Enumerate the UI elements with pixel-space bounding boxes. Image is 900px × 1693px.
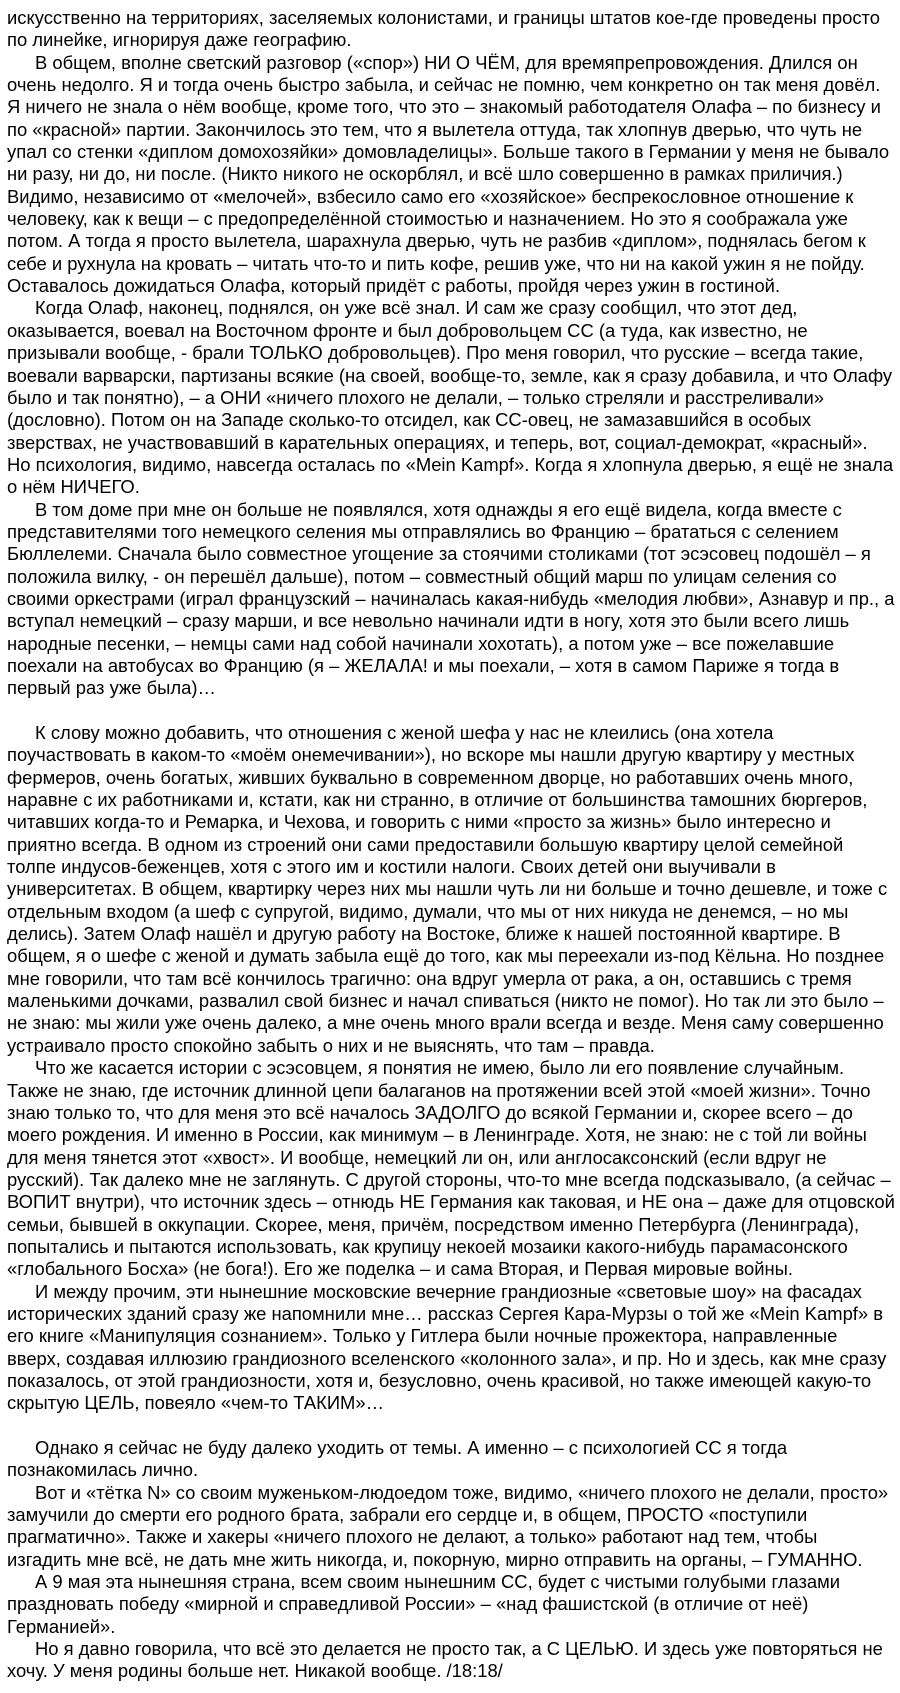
paragraph-continuation: искусственно на территориях, заселяемых колонистами, и границы штатов кое-где проведены просто по линейке, игнорируя даже географию. [7,7,880,51]
paragraph: Когда Олаф, наконец, поднялся, он уже всё знал. И сам же сразу сообщил, что этот дед, оказывается, воевал на Восточном фронте и был добровольцем СС (а туда, как известно, не призывали вообще, - брали ТОЛЬКО добровольцев). Про меня говорил, что русские – всегда такие, воевали варварски, партизаны всякие (на своей, вообще-то, земле, как я сразу добавила, и что Олафу было и так понятно), – а ОНИ «ничего плохого не делали, – только стреляли и расстреливали» (дословно). Потом он на Западе сколько-то отсидел, как СС-овец, не замазавшийся в особых зверствах, не участвовавший в карательных операциях, и теперь, вот, социал-демократ, «красный». Но психология, видимо, навсегда осталась по «Mein Kampf». Когда я хлопнула дверью, я ещё не знала о нём НИЧЕГО. [7,297,894,498]
paragraph: Что же касается истории с эсэсовцем, я понятия не имею, было ли его появление случайным. Также не знаю, где источник длинной цепи балаганов на протяжении всей этой «моей жизни». Точно знаю только то, что для меня это всё началось ЗАДОЛГО до всякой Германии и, скорее всего – до моего рождения. И именно в России, как минимум – в Ленинграде. Хотя, не знаю: не с той ли войны для меня тянется этот «хвост». И вообще, немецкий ли он, или англосаксонский (если вдруг не русский). Так далеко мне не заглянуть. С другой стороны, что-то мне всегда подсказывало, (а сейчас – ВОПИТ внутри), что источник здесь – отнюдь НЕ Германия как таковая, и НЕ она – даже для отцовской семьи, бывшей в оккупации. Скорее, меня, причём, посредством именно Петербурга (Ленинграда), попытались и пытаются использовать, как крупицу некоей мозаики какого-нибудь парамасонского «глобального Босха» (не бога!). Его же поделка – и сама Вторая, и Первая мировые войны. [7,1057,895,1280]
paragraph: Однако я сейчас не буду далеко уходить от темы. А именно – с психологией СС я тогда познакомилась лично. [7,1437,788,1481]
paragraph: В общем, вполне светский разговор («спор») НИ О ЧЁМ, для времяпрепровождения. Длился он очень недолго. Я и тогда очень быстро забыла, и сейчас не помню, чем конкретно он так меня довёл. Я ничего не знала о нём вообще, кроме того, что это – знакомый работодателя Олафа – по бизнесу и по «красной» партии. Закончилось это тем, что я вылетела оттуда, так хлопнув дверью, что чуть не упал со стенки «диплом домохозяйки» домовладелицы». Больше такого в Германии у меня не бывало ни разу, ни до, ни после. (Никто никого не оскорблял, и всё шло совершенно в рамках приличия.) Видимо, независимо от «мелочей», взбесило само его «хозяйское» беспрекословное отношение к человеку, как к вещи – с предопределённой стоимостью и назначением. Но это я соображала уже потом. А тогда я просто вылетела, шарахнула дверью, чуть не разбив «диплом», поднялась бегом к себе и рухнула на кровать – читать что-то и пить кофе, решив уже, что ни на какой ужин я не пойду. Оставалось дожидаться Олафа, который придёт с работы, пройдя через ужин в гостиной. [7,51,890,297]
paragraph-spacer [7,1415,895,1437]
paragraph: И между прочим, эти нынешние московские вечерние грандиозные «световые шоу» на фасадах исторических зданий сразу же напомнили мне… рассказ Сергея Кара-Мурзы о той же «Mein Kampf» в его книге «Манипуляция сознанием». Только у Гитлера были ночные прожектора, направленные вверх, создавая иллюзию грандиозного вселенского «колонного зала», и пр. Но и здесь, как мне сразу показалось, от этой грандиозности, хотя и, безусловно, очень красивой, но также имеющей какую-то скрытую ЦЕЛЬ, повеяло «чем-то ТАКИМ»… [7,1280,887,1414]
paragraph: Вот и «тётка N» со своим муженьком-людоедом тоже, видимо, «ничего плохого не делали, просто» замучили до смерти его родного брата, забрали его сердце и, в общем, ПРОСТО «поступили прагматично». Также и хакеры «ничего плохого не делают, а только» работают над тем, чтобы изгадить мне всё, не дать мне жить никогда, и, покорную, мирно отправить на органы, – ГУМАННО. [7,1481,889,1570]
paragraph: В том доме при мне он больше не появлялся, хотя однажды я его ещё видела, когда вместе с представителями того немецкого селения мы отправлялись во Францию – брататься с селением Бюллелеми. Сначала было совместное угощение за стоячими столиками (тот эсэсовец подошёл – я положила вилку, - он перешёл дальше), потом – совместный общий марш по улицам селения со своими оркестрами (играл французский – начиналась какая-нибудь «мелодия любви», Азнавур и пр., а вступал немецкий – сразу марши, и все невольно начинали идти в ногу, хотя это были всего лишь народные песенки, – немцы сами над собой начинали хохотать), а потом уже – все пожелавшие поехали на автобусах во Францию (я – ЖЕЛАЛА! и мы поехали, – хотя в самом Париже я тогда в первый раз уже была)… [7,498,895,699]
paragraph-closing: Но я давно говорила, что всё это делается не просто так, а С ЦЕЛЬЮ. И здесь уже повторяться не хочу. У меня родины больше нет. Никакой вообще. /18:18/ [7,1638,883,1682]
paragraph: А 9 мая эта нынешняя страна, всем своим нынешним СС, будет с чистыми голубыми глазами праздновать победу «мирной и справедливой России» – «над фашистской (в отличие от неё) Германией». [7,1571,841,1637]
paragraph-spacer [7,700,895,722]
paragraph: К слову можно добавить, что отношения с женой шефа у нас не клеились (она хотела поучаствовать в каком-то «моём онемечивании»), но вскоре мы нашли другую квартиру у местных фермеров, очень богатых, живших буквально в современном дворце, но работавших очень много, наравне с их работниками и, кстати, как ни странно, в отличие от большинства тамошних бюргеров, читавших когда-то и Ремарка, и Чехова, и говорить с ними «просто за жизнь» было интересно и приятно всегда. В одном из строений они сами предоставили большую квартиру целой семейной толпе индусов-беженцев, хотя с этого им и костили налоги. Своих детей они выучивали в университетах. В общем, квартирку через них мы нашли чуть ли ни больше и точно дешевле, и тоже с отдельным входом (а шеф с супругой, видимо, думали, что мы от них никуда не денемся, – но мы делись). Затем Олаф нашёл и другую работу на Востоке, ближе к нашей постоянной квартире. В общем, я о шефе с женой и думать забыла ещё до того, как мы переехали из-под Кёльна. Но позднее мне говорили, что там всё кончилось трагично: она вдруг умерла от рака, а он, оставшись с тремя маленькими дочками, развалил свой бизнес и начал спиваться (никто не помог). Но так ли это было – не знаю: мы жили уже очень далеко, а мне очень много врали всегда и везде. Меня саму совершенно устраивало просто спокойно забыть о них и не выяснять, что там – правда. [7,722,888,1056]
